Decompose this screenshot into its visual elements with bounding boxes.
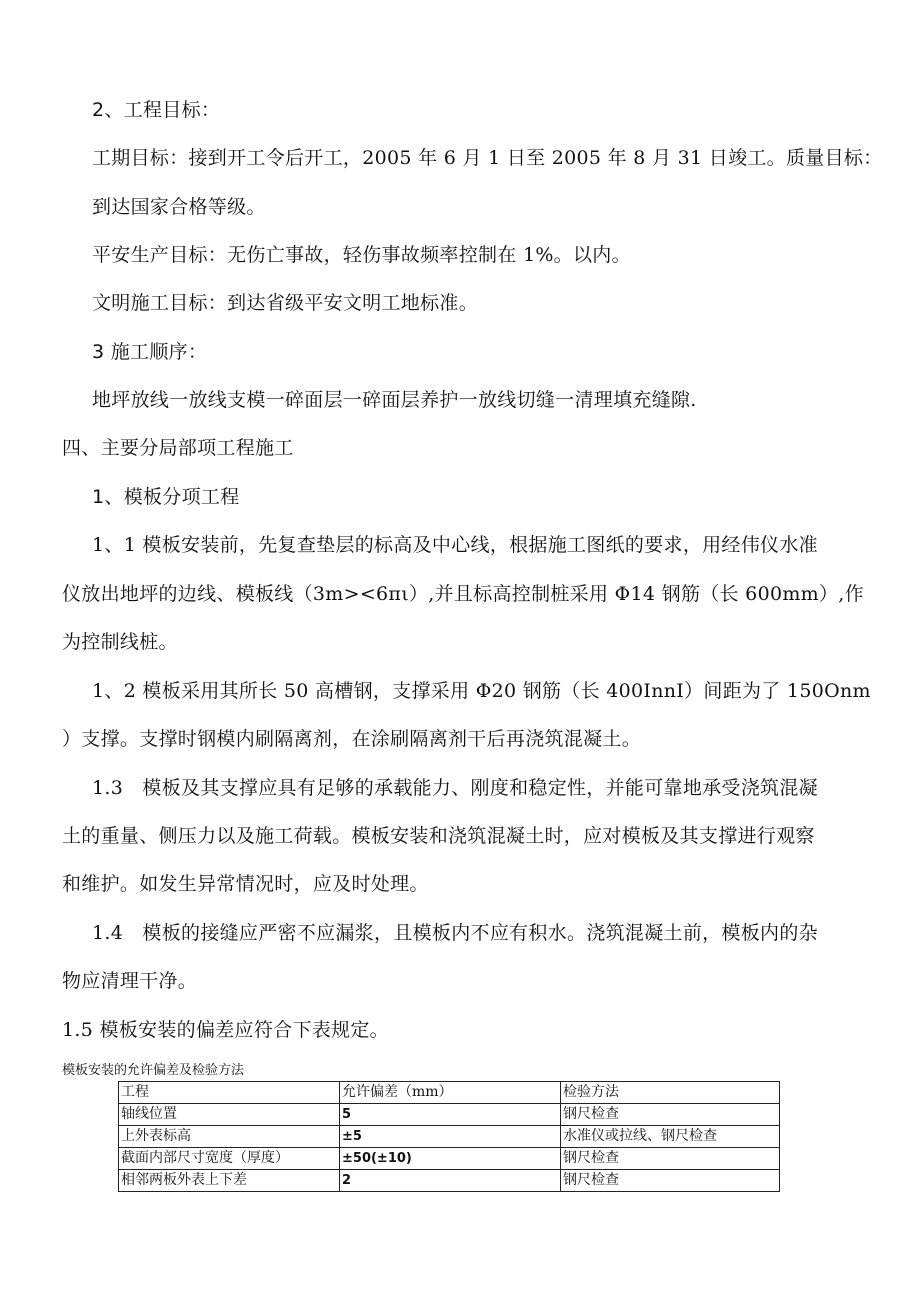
row-tolerance: ±50(±10): [340, 1148, 561, 1170]
construction-order-heading: 3 施工顺序：: [92, 341, 208, 363]
row-item: 截面内部尺寸宽度（厚度）: [119, 1148, 340, 1170]
formwork-heading: 1、模板分项工程: [92, 486, 240, 508]
paragraph-1-3-line-1: 1.3 模板及其支撑应具有足够的承载能力、刚度和稳定性，并能可靠地承受浇筑混凝: [92, 777, 818, 799]
table-row: [119, 1104, 780, 1126]
safety-goal: 平安生产目标：无伤亡事故，轻伤事故频率控制在 1%。以内。: [92, 244, 631, 266]
table-header-row: [119, 1082, 780, 1104]
row-method: 钢尺检查: [561, 1170, 780, 1192]
row-item: 轴线位置: [119, 1104, 340, 1126]
table-row: [119, 1126, 780, 1148]
paragraph-1-2-line-2: ）支撑。支撑时钢模内刷隔离剂，在涂刷隔离剂干后再浇筑混凝土。: [62, 728, 642, 750]
table-row: [119, 1148, 780, 1170]
paragraph-1-4-line-2: 物应清理干净。: [62, 970, 198, 992]
header-method: 检验方法: [561, 1082, 780, 1104]
paragraph-1-5: 1.5 模板安装的偏差应符合下表规定。: [62, 1019, 389, 1041]
goal-heading: 2、工程目标：: [92, 99, 221, 121]
row-item: 上外表标高: [119, 1126, 340, 1148]
paragraph-1-4-line-1: 1.4 模板的接缝应严密不应漏浆，且模板内不应有积水。浇筑混凝土前，模板内的杂: [92, 922, 818, 944]
construction-order-text: 地坪放线一放线支模一碎面层一碎面层养护一放线切缝一清理填充缝隙.: [92, 389, 697, 411]
row-tolerance: 2: [340, 1170, 561, 1192]
paragraph-1-1-line-1: 1、1 模板安装前，先复查垫层的标高及中心线，根据施工图纸的要求，用经伟仪水准: [92, 534, 818, 556]
paragraph-1-3-line-2: 土的重量、侧压力以及施工荷载。模板安装和浇筑混凝土时，应对模板及其支撑进行观察: [62, 825, 815, 847]
schedule-goal-line-2: 到达国家合格等级。: [92, 196, 266, 218]
tolerance-table: [118, 1081, 780, 1192]
row-method: 钢尺检查: [561, 1148, 780, 1170]
paragraph-1-2-line-1: 1、2 模板采用其所长 50 高槽钢，支撑采用 Φ20 钢筋（长 400InnI）间距为了 150Onm: [92, 680, 871, 702]
row-tolerance: 5: [340, 1104, 561, 1126]
paragraph-1-3-line-3: 和维护。如发生异常情况时，应及时处理。: [62, 873, 429, 895]
row-method: 钢尺检查: [561, 1104, 780, 1126]
section-four-heading: 四、主要分局部项工程施工: [62, 437, 294, 459]
schedule-goal-line-1: 工期目标：接到开工令后开工，2005 年 6 月 1 日至 2005 年 8 月 31 日竣工。质量目标：: [92, 147, 883, 169]
row-method: 水准仪或拉线、钢尺检查: [561, 1126, 780, 1148]
header-tolerance: 允许偏差（mm）: [340, 1082, 561, 1104]
row-item: 相邻两板外表上下差: [119, 1170, 340, 1192]
row-tolerance: ±5: [340, 1126, 561, 1148]
paragraph-1-1-line-3: 为控制线桩。: [62, 631, 178, 653]
civil-construction-goal: 文明施工目标：到达省级平安文明工地标准。: [92, 292, 479, 314]
table-row: [119, 1170, 780, 1192]
header-item: 工程: [119, 1082, 340, 1104]
table-caption: 模板安装的允许偏差及检验方法: [62, 1063, 245, 1078]
paragraph-1-1-line-2: 仪放出地坪的边线、模板线（3m><6πι）,并且标高控制桩采用 Φ14 钢筋（长 600mm）,作: [62, 583, 864, 605]
